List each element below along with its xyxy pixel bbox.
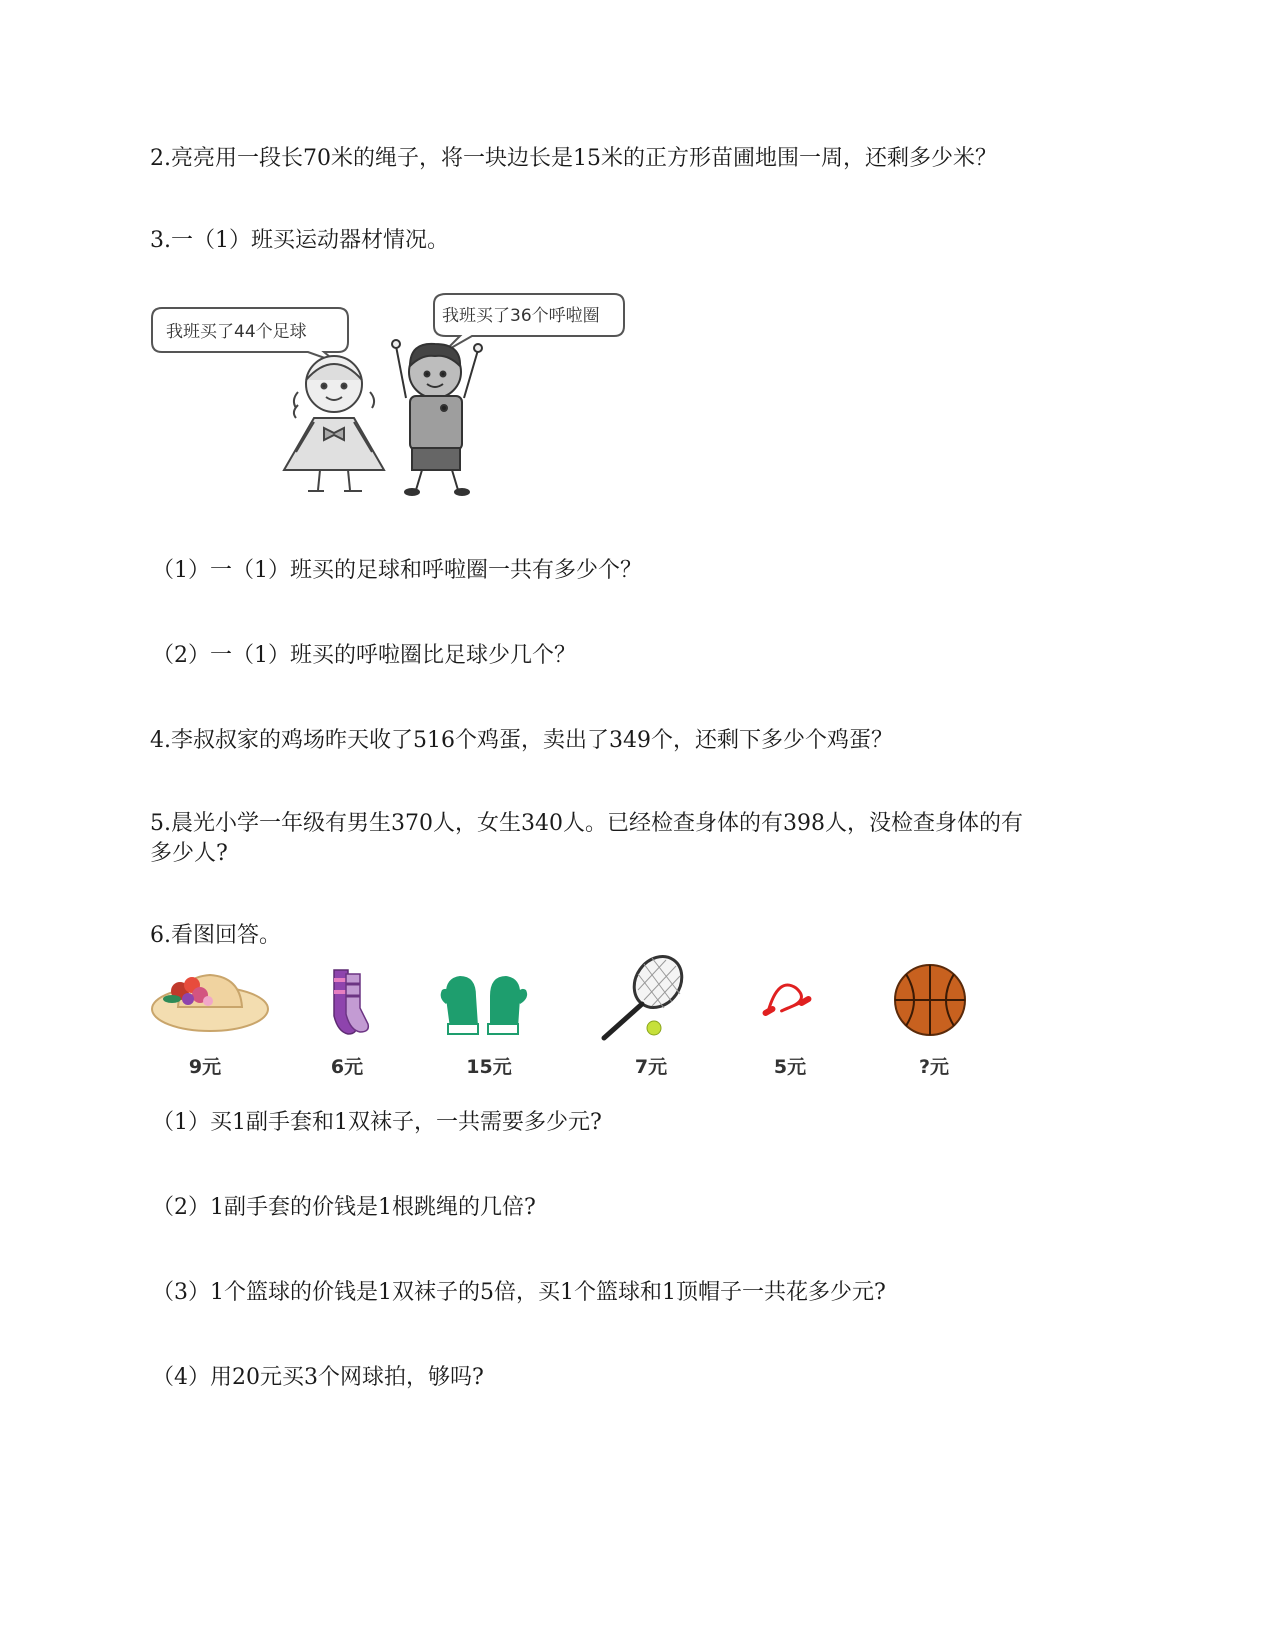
price-jump-rope: 5元: [773, 1056, 807, 1078]
jump-rope-icon: [758, 972, 818, 1032]
price-mittens: 15元: [466, 1056, 512, 1078]
question-3-title: 3.一（1）班买运动器材情况。: [150, 228, 449, 253]
price-tennis-racket: 7元: [634, 1056, 668, 1078]
price-socks: 6元: [330, 1056, 364, 1078]
question-6-sub-3: （3）1个篮球的价钱是1双袜子的5倍，买1个篮球和1顶帽子一共花多少元?: [152, 1280, 886, 1305]
socks-icon: [316, 966, 376, 1041]
girl-figure: [284, 356, 384, 491]
girl-speech-bubble: [152, 308, 348, 362]
question-3-sub-2: （2）一（1）班买的呼啦圈比足球少几个？: [152, 643, 576, 668]
boy-figure: [392, 340, 482, 495]
question-5-line-2: 多少人?: [150, 841, 228, 866]
question-6-sub-1: （1）买1副手套和1双袜子，一共需要多少元?: [152, 1110, 602, 1135]
boy-bubble-text: 我班买了36个呼啦圈: [442, 306, 600, 326]
question-6-sub-4: （4）用20元买3个网球拍，够吗?: [152, 1365, 484, 1390]
question-5-line-1: 5.晨光小学一年级有男生370人，女生340人。已经检查身体的有398人，没检查身体的有: [150, 811, 1023, 836]
girl-bubble-text: 我班买了44个足球: [166, 322, 307, 342]
hat-icon: [148, 965, 273, 1045]
tennis-racket-icon: [596, 952, 696, 1042]
basketball-icon: [892, 962, 968, 1038]
kids-illustration: [148, 290, 648, 510]
question-2: 2.亮亮用一段长70米的绳子，将一块边长是15米的正方形苗圃地围一周，还剩多少米？: [150, 146, 997, 171]
question-6-sub-2: （2）1副手套的价钱是1根跳绳的几倍?: [152, 1195, 536, 1220]
boy-speech-bubble: [434, 294, 624, 352]
mittens-icon: [438, 968, 533, 1043]
question-6-title: 6.看图回答。: [150, 923, 281, 948]
question-3-sub-1: （1）一（1）班买的足球和呼啦圈一共有多少个？: [152, 558, 642, 583]
question-4: 4.李叔叔家的鸡场昨天收了516个鸡蛋，卖出了349个，还剩下多少个鸡蛋？: [150, 728, 893, 753]
price-hat: 9元: [188, 1056, 222, 1078]
price-basketball: ?元: [918, 1056, 950, 1078]
